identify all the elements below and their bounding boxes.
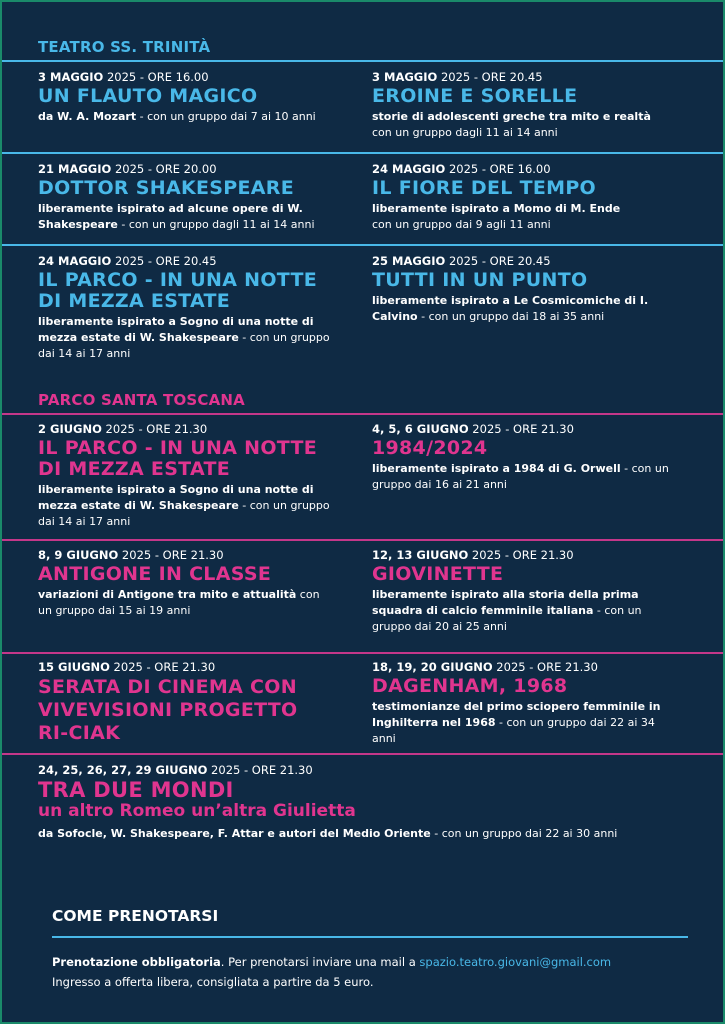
section-divider <box>2 60 723 62</box>
booking-email-link[interactable]: spazio.teatro.giovani@gmail.com <box>419 955 612 969</box>
event-title: 1984/2024 <box>372 437 488 459</box>
event-title: TUTTI IN UN PUNTO <box>372 269 588 291</box>
event-dagenham: 18, 19, 20 GIUGNO 2025 - ORE 21.30 DAGENHAM, 1968 testimonianze del primo sciopero femminile in Inghilterra nel 1968 - con un gruppo dai 22 ai 34 anni <box>372 660 692 747</box>
section-divider <box>2 413 723 415</box>
event-dottor-shakespeare: 21 MAGGIO 2025 - ORE 20.00 DOTTOR SHAKESPEARE liberamente ispirato ad alcune opere di W. Shakespeare - con un gruppo dagli 11 ai 14 anni <box>38 162 358 233</box>
event-title: EROINE E SORELLE <box>372 85 578 107</box>
row-divider <box>2 244 723 246</box>
event-title: TRA DUE MONDI <box>38 778 234 802</box>
program-poster <box>2 2 723 1022</box>
event-title: DAGENHAM, 1968 <box>372 675 568 697</box>
event-fiore-del-tempo: 24 MAGGIO 2025 - ORE 16.00 IL FIORE DEL TEMPO liberamente ispirato a Momo di M. Ende con un gruppo dai 9 agli 11 anni <box>372 162 692 233</box>
event-title: ANTIGONE IN CLASSE <box>38 563 272 585</box>
event-flauto-magico: 3 MAGGIO 2025 - ORE 16.00 UN FLAUTO MAGICO da W. A. Mozart - con un gruppo dai 7 ai 10 anni <box>38 70 358 125</box>
event-tutti-in-un-punto: 25 MAGGIO 2025 - ORE 20.45 TUTTI IN UN PUNTO liberamente ispirato a Le Cosmicomiche di I. Calvino - con un gruppo dai 18 ai 35 anni <box>372 254 692 325</box>
event-1984-2024: 4, 5, 6 GIUGNO 2025 - ORE 21.30 1984/2024 liberamente ispirato a 1984 di G. Orwell - con un gruppo dai 16 ai 21 anni <box>372 422 692 493</box>
event-serata-cinema: 15 GIUGNO 2025 - ORE 21.30 SERATA DI CINEMA CON VIVEVISIONI PROGETTO RI-CIAK <box>38 660 358 745</box>
event-tra-due-mondi: 24, 25, 26, 27, 29 GIUGNO 2025 - ORE 21.30 TRA DUE MONDI un altro Romeo un’altra Giulietta da Sofocle, W. Shakespeare, F. Attar e autori del Medio Oriente - con un gruppo dai 22 ai 30 anni <box>38 763 698 842</box>
event-subtitle: un altro Romeo un’altra Giulietta <box>38 801 356 821</box>
event-title: SERATA DI CINEMA CON VIVEVISIONI PROGETTO RI-CIAK <box>38 676 298 744</box>
booking-info: Prenotazione obbligatoria. Per prenotarsi inviare una mail a spazio.teatro.giovani@gmail.com Ingresso a offerta libera, consigliata a partire da 5 euro. <box>52 955 612 989</box>
row-divider <box>2 539 723 541</box>
row-divider <box>2 652 723 654</box>
event-giovinette: 12, 13 GIUGNO 2025 - ORE 21.30 GIOVINETTE liberamente ispirato alla storia della prima squadra di calcio femminile italiana - con un gruppo dai 20 ai 25 anni <box>372 548 692 635</box>
section-title-parco: PARCO SANTA TOSCANA <box>38 391 245 409</box>
event-il-parco-trinita: 24 MAGGIO 2025 - ORE 20.45 IL PARCO - IN UNA NOTTE DI MEZZA ESTATE liberamente ispirato a Sogno di una notte di mezza estate di W. Shakespeare - con un gruppo dai 14 ai 17 anni <box>38 254 358 362</box>
row-divider <box>2 152 723 154</box>
event-title: IL PARCO - IN UNA NOTTE DI MEZZA ESTATE <box>38 269 318 312</box>
event-antigone-in-classe: 8, 9 GIUGNO 2025 - ORE 21.30 ANTIGONE IN CLASSE variazioni di Antigone tra mito e attualità con un gruppo dai 15 ai 19 anni <box>38 548 358 619</box>
event-title: GIOVINETTE <box>372 563 504 585</box>
event-title: IL FIORE DEL TEMPO <box>372 177 597 199</box>
event-eroine-sorelle: 3 MAGGIO 2025 - ORE 20.45 EROINE E SORELLE storie di adolescenti greche tra mito e realtà con un gruppo dagli 11 ai 14 anni <box>372 70 692 141</box>
event-title: IL PARCO - IN UNA NOTTE DI MEZZA ESTATE <box>38 437 318 480</box>
booking-divider <box>52 936 688 938</box>
event-title: DOTTOR SHAKESPEARE <box>38 177 294 199</box>
event-title: UN FLAUTO MAGICO <box>38 85 258 107</box>
event-il-parco-toscana: 2 GIUGNO 2025 - ORE 21.30 IL PARCO - IN UNA NOTTE DI MEZZA ESTATE liberamente ispirato a Sogno di una notte di mezza estate di W. Shakespeare - con un gruppo dai 14 ai 17 anni <box>38 422 358 530</box>
booking-heading: COME PRENOTARSI <box>52 907 219 925</box>
row-divider <box>2 753 723 755</box>
section-title-teatro: TEATRO SS. TRINITÀ <box>38 38 211 56</box>
